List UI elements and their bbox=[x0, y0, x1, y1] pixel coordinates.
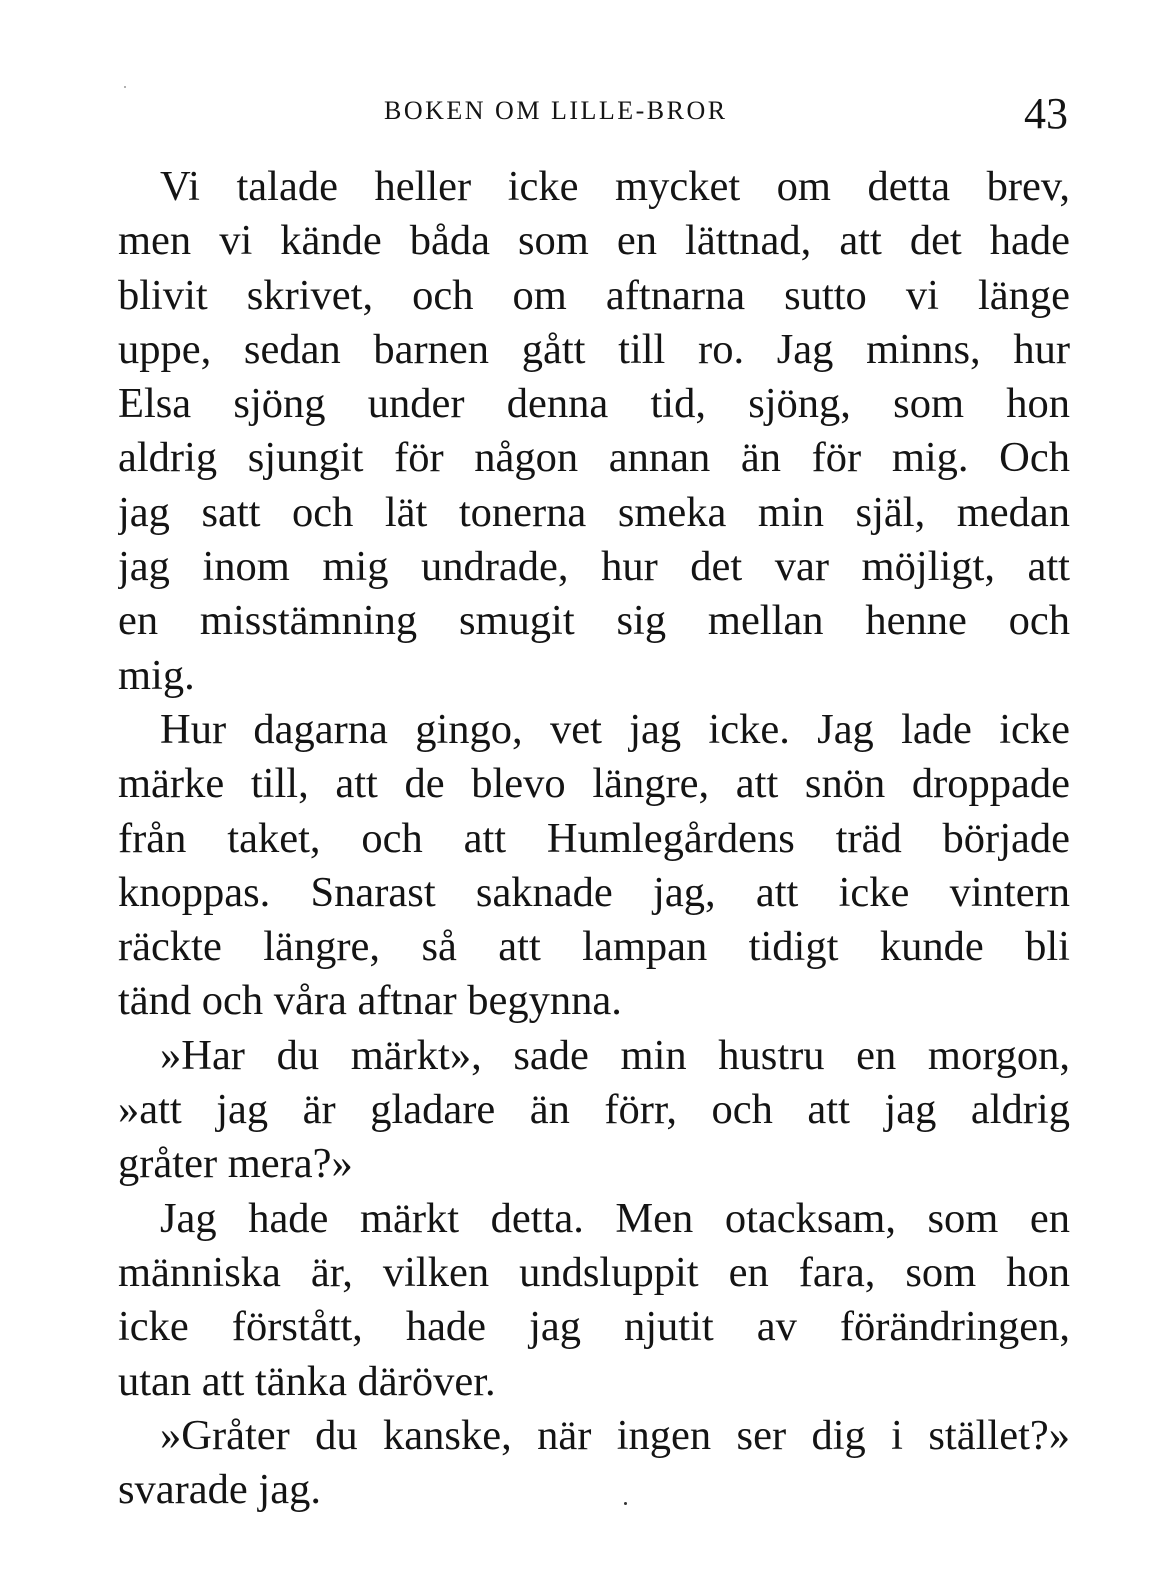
text-line: »Har du märkt», sade min hustru en morgon, bbox=[160, 1031, 1070, 1079]
page-header bbox=[118, 89, 1070, 148]
body-text bbox=[118, 160, 1070, 1517]
page-number: 43 bbox=[1024, 89, 1068, 138]
text-line: en misstämning smugit sig mellan henne och bbox=[118, 597, 1070, 645]
running-title: BOKEN OM LILLE-BROR bbox=[384, 96, 728, 125]
text-line: »att jag är gladare än förr, och att jag aldrig bbox=[118, 1086, 1070, 1134]
print-speck bbox=[124, 86, 126, 88]
text-line: Elsa sjöng under denna tid, sjöng, som hon bbox=[118, 380, 1070, 428]
text-line: utan att tänka däröver. bbox=[118, 1357, 496, 1405]
text-line: märke till, att de blevo längre, att snön droppade bbox=[118, 760, 1070, 808]
text-line: svarade jag. bbox=[118, 1466, 321, 1514]
print-speck bbox=[624, 1502, 627, 1505]
text-line: uppe, sedan barnen gått till ro. Jag minns, hur bbox=[118, 325, 1070, 373]
text-line: icke förstått, hade jag njutit av förändringen, bbox=[118, 1303, 1070, 1351]
text-line: jag satt och lät tonerna smeka min själ, medan bbox=[118, 488, 1070, 536]
text-line: blivit skrivet, och om aftnarna sutto vi länge bbox=[118, 271, 1070, 319]
text-line: Hur dagarna gingo, vet jag icke. Jag lade icke bbox=[160, 705, 1070, 753]
text-line: Vi talade heller icke mycket om detta brev, bbox=[160, 163, 1070, 210]
text-line: tänd och våra aftnar begynna. bbox=[118, 977, 622, 1025]
text-line: Jag hade märkt detta. Men otacksam, som en bbox=[160, 1194, 1070, 1242]
text-line: från taket, och att Humlegårdens träd började bbox=[118, 814, 1070, 862]
text-line: mig. bbox=[118, 651, 195, 699]
text-line: knoppas. Snarast saknade jag, att icke vintern bbox=[118, 868, 1070, 916]
text-line: aldrig sjungit för någon annan än för mig. Och bbox=[118, 434, 1070, 482]
text-line: gråter mera?» bbox=[118, 1140, 353, 1188]
text-line: räckte längre, så att lampan tidigt kunde bli bbox=[118, 923, 1070, 971]
text-line: »Gråter du kanske, när ingen ser dig i stället?» bbox=[160, 1411, 1070, 1459]
text-line: människa är, vilken undsluppit en fara, som hon bbox=[118, 1248, 1070, 1296]
text-line: jag inom mig undrade, hur det var möjligt, att bbox=[118, 543, 1070, 591]
text-line: men vi kände båda som en lättnad, att det hade bbox=[118, 217, 1070, 265]
